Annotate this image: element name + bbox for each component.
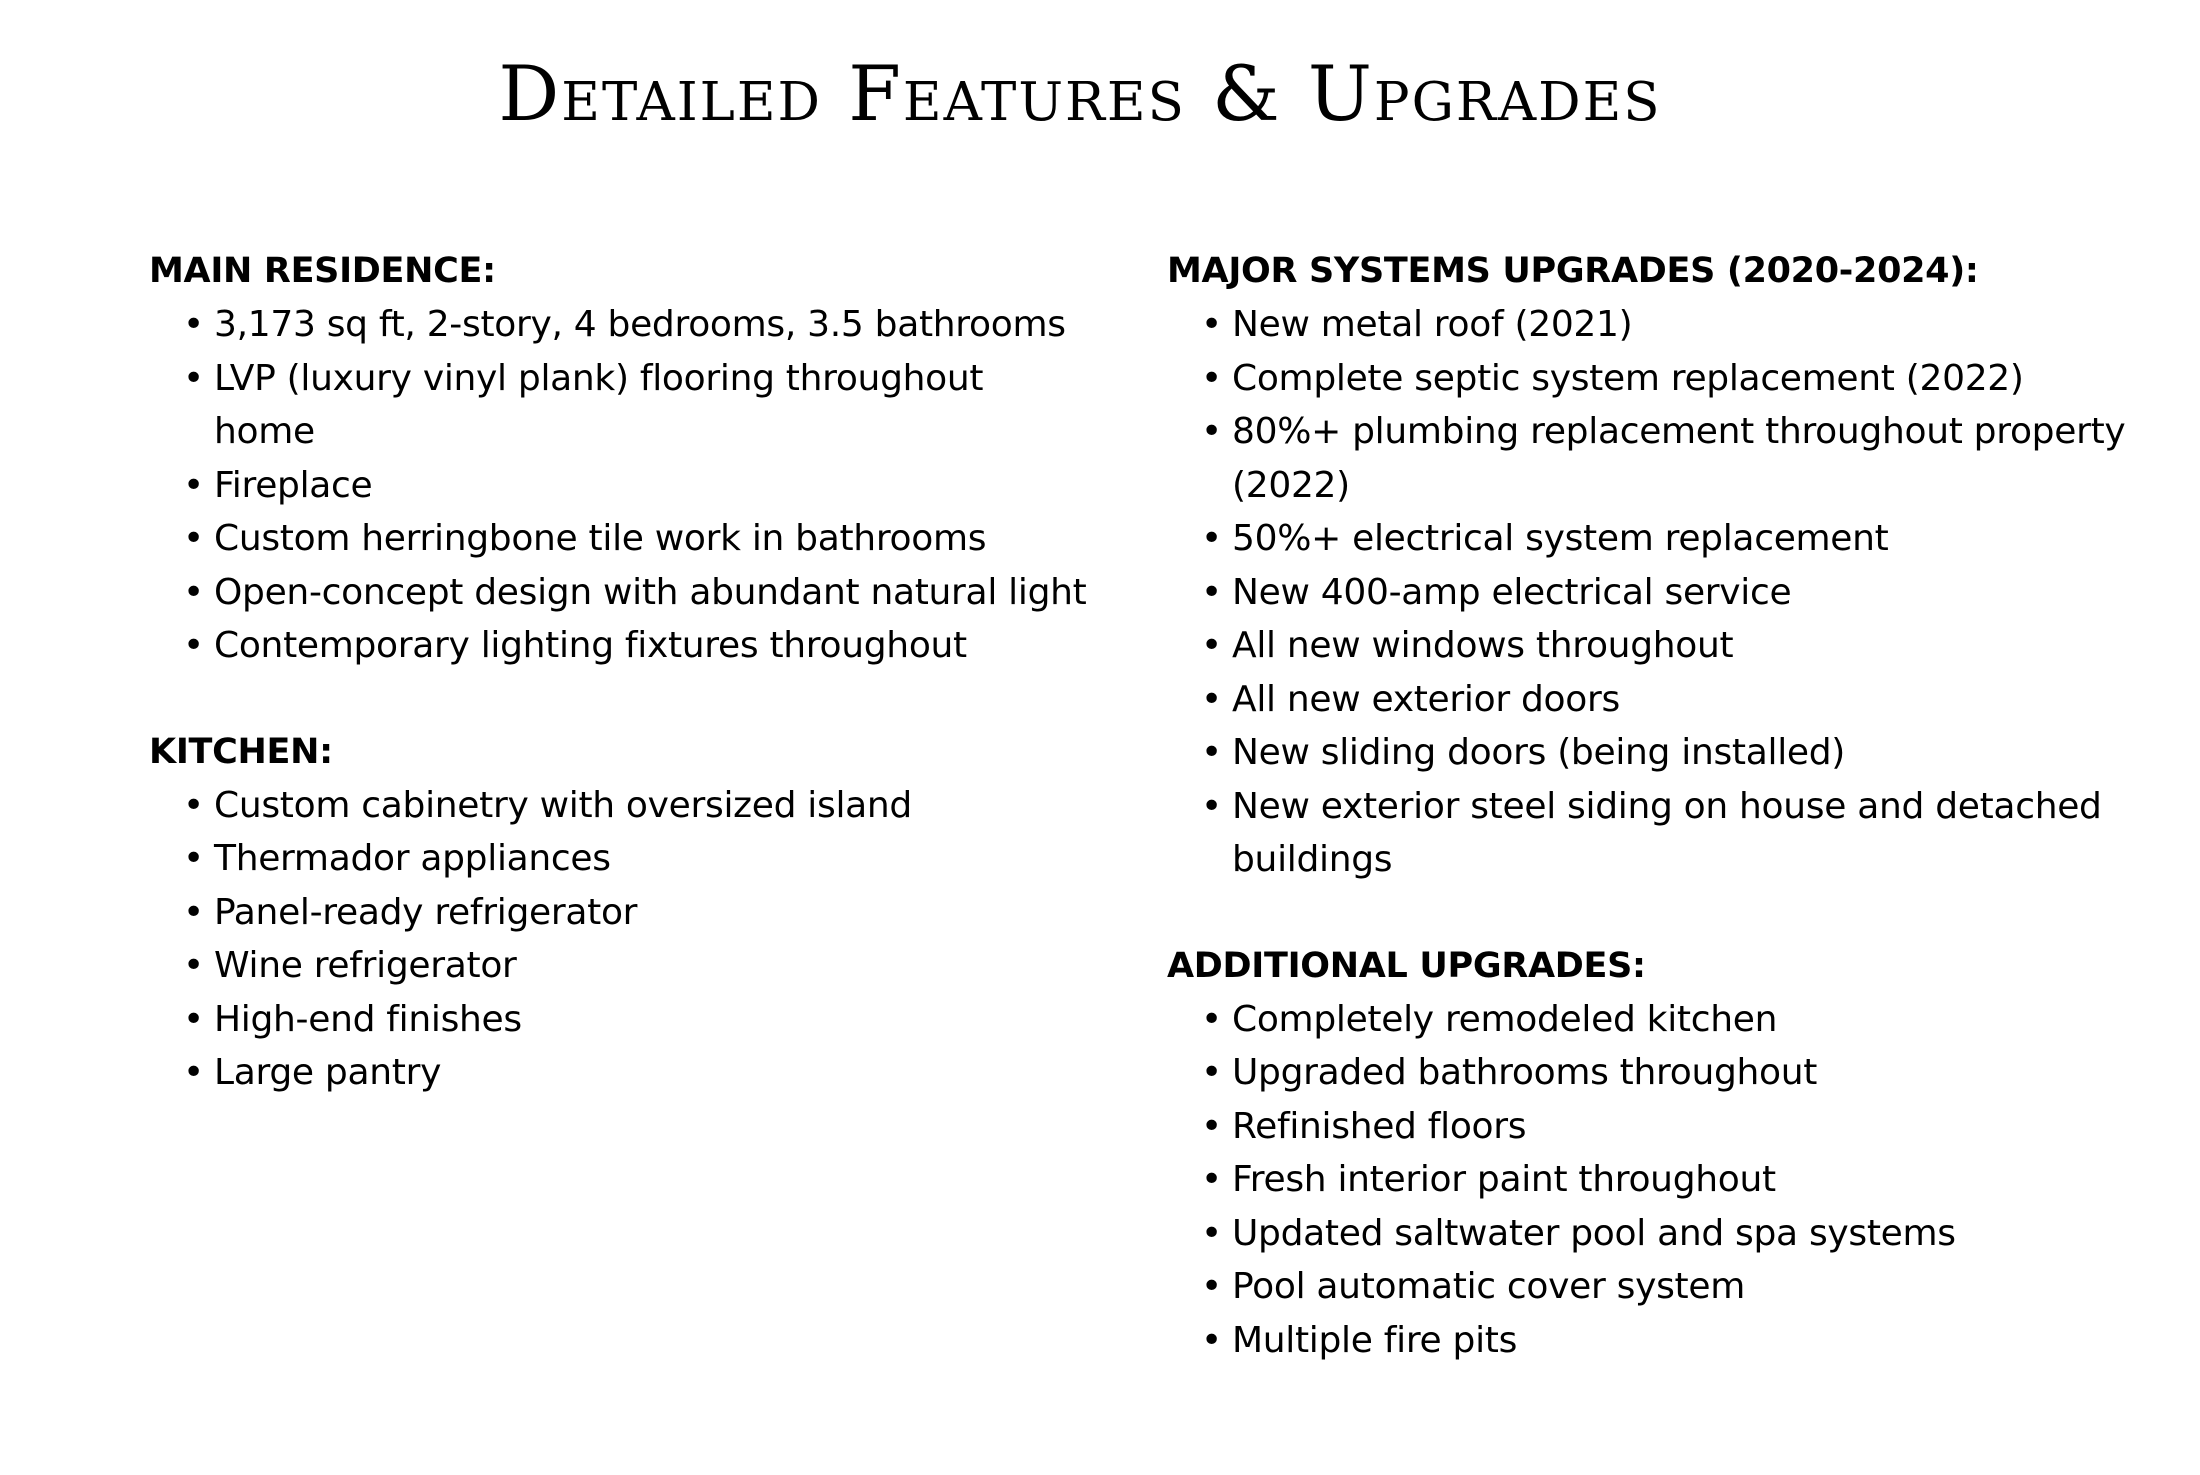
bullet-icon: • [1201,1319,1222,1361]
list-item-text: All new exterior doors [1232,678,1620,720]
list-item-text: High-end finishes [214,998,522,1040]
list-item [1167,726,2177,780]
list-item [1167,1100,2177,1154]
list-item-text: Multiple fire pits [1232,1319,1518,1361]
list-item [1167,1314,2177,1368]
list-item [1167,298,2177,352]
bullet-icon: • [1201,1052,1222,1093]
list-item [149,939,1089,993]
list-item-text: Open-concept design with abundant natural light [214,571,1087,613]
bullet-icon: • [1201,785,1222,827]
list-item [149,512,1089,566]
bullet-icon: • [1201,678,1222,720]
bullet-icon: • [1201,571,1222,613]
list-item [1167,512,2177,566]
list-item [1167,1046,2177,1100]
list-item [1167,673,2177,727]
section-heading: ADDITIONAL UPGRADES: [1167,945,1646,986]
section-additional-upgrades [1167,940,2177,1368]
list-item [149,1046,1089,1100]
list-item-text: New metal roof (2021) [1232,304,1633,345]
list-item-text: Custom herringbone tile work in bathrooms [214,518,987,559]
list-item [149,298,1089,352]
list-item-text: New 400-amp electrical service [1232,571,1792,613]
list-item-text: 3,173 sq ft, 2-story, 4 bedrooms, 3.5 bathrooms [214,304,1066,345]
bullet-icon: • [183,304,204,345]
list-item-text: Custom cabinetry with oversized island [214,784,912,826]
bullet-icon: • [183,998,204,1040]
section-heading: MAIN RESIDENCE: [149,251,496,291]
list-item-text: Completely remodeled kitchen [1232,998,1778,1040]
bullet-icon: • [183,891,204,933]
bullet-icon: • [183,1052,204,1093]
bullet-icon: • [183,464,204,506]
bullet-icon: • [183,518,204,559]
list-item-text: Refinished floors [1232,1105,1527,1147]
list-item-text: Large pantry [214,1052,442,1093]
bullet-icon: • [183,357,204,399]
section-heading: MAJOR SYSTEMS UPGRADES (2020-2024): [1167,251,1979,291]
list-item [1167,1260,2177,1314]
bullet-icon: • [1201,625,1222,666]
right-column [1167,245,2177,1420]
list-item-text: LVP (luxury vinyl plank) flooring throughout home [214,357,984,452]
list-item [149,459,1089,513]
section-kitchen [149,726,1089,1100]
left-column [149,245,1089,1153]
feature-list [149,298,1089,673]
bullet-icon: • [1201,1105,1222,1147]
list-item-text: Upgraded bathrooms throughout [1232,1052,1818,1093]
list-item [149,993,1089,1047]
page-title: Detailed Features & Upgrades [498,49,1662,138]
list-item-text: Panel-ready refrigerator [214,891,638,933]
bullet-icon: • [1201,732,1222,773]
bullet-icon: • [183,571,204,613]
bullet-icon: • [1201,1159,1222,1200]
bullet-icon: • [1201,998,1222,1040]
bullet-icon: • [1201,357,1222,399]
feature-list [149,779,1089,1100]
list-item [1167,1153,2177,1207]
feature-list [1167,993,2177,1368]
bullet-icon: • [183,784,204,826]
bullet-icon: • [183,945,204,986]
list-item-text: Fireplace [214,464,373,506]
list-item [1167,1207,2177,1261]
list-item-text: 50%+ electrical system replacement [1232,518,1889,559]
list-item-text: Fresh interior paint throughout [1232,1159,1776,1200]
list-item [1167,352,2177,406]
list-item [149,779,1089,833]
list-item [1167,405,2177,512]
list-item [1167,780,2177,887]
section-heading: KITCHEN: [149,731,333,772]
list-item-text: Complete septic system replacement (2022) [1232,357,2024,399]
list-item-text: New sliding doors (being installed) [1232,732,1846,773]
list-item [149,566,1089,620]
section-major-systems-upgrades-2020-2024 [1167,245,2177,887]
list-item-text: Pool automatic cover system [1232,1266,1745,1307]
bullet-icon: • [1201,1266,1222,1307]
list-item-text: Updated saltwater pool and spa systems [1232,1212,1956,1254]
bullet-icon: • [1201,411,1222,452]
list-item [1167,566,2177,620]
feature-list [1167,298,2177,887]
list-item-text: Wine refrigerator [214,945,517,986]
list-item [1167,619,2177,673]
list-item [149,352,1089,459]
list-item-text: Contemporary lighting fixtures throughout [214,625,967,666]
list-item-text: Thermador appliances [214,838,611,879]
bullet-icon: • [1201,304,1222,345]
bullet-icon: • [183,838,204,879]
bullet-icon: • [1201,518,1222,559]
list-item-text: 80%+ plumbing replacement throughout property (2022) [1232,411,2126,506]
list-item [1167,993,2177,1047]
list-item-text: New exterior steel siding on house and detached buildings [1232,785,2102,880]
list-item [149,832,1089,886]
section-main-residence [149,245,1089,673]
list-item [149,619,1089,673]
bullet-icon: • [1201,1212,1222,1254]
list-item-text: All new windows throughout [1232,625,1734,666]
bullet-icon: • [183,625,204,666]
list-item [149,886,1089,940]
